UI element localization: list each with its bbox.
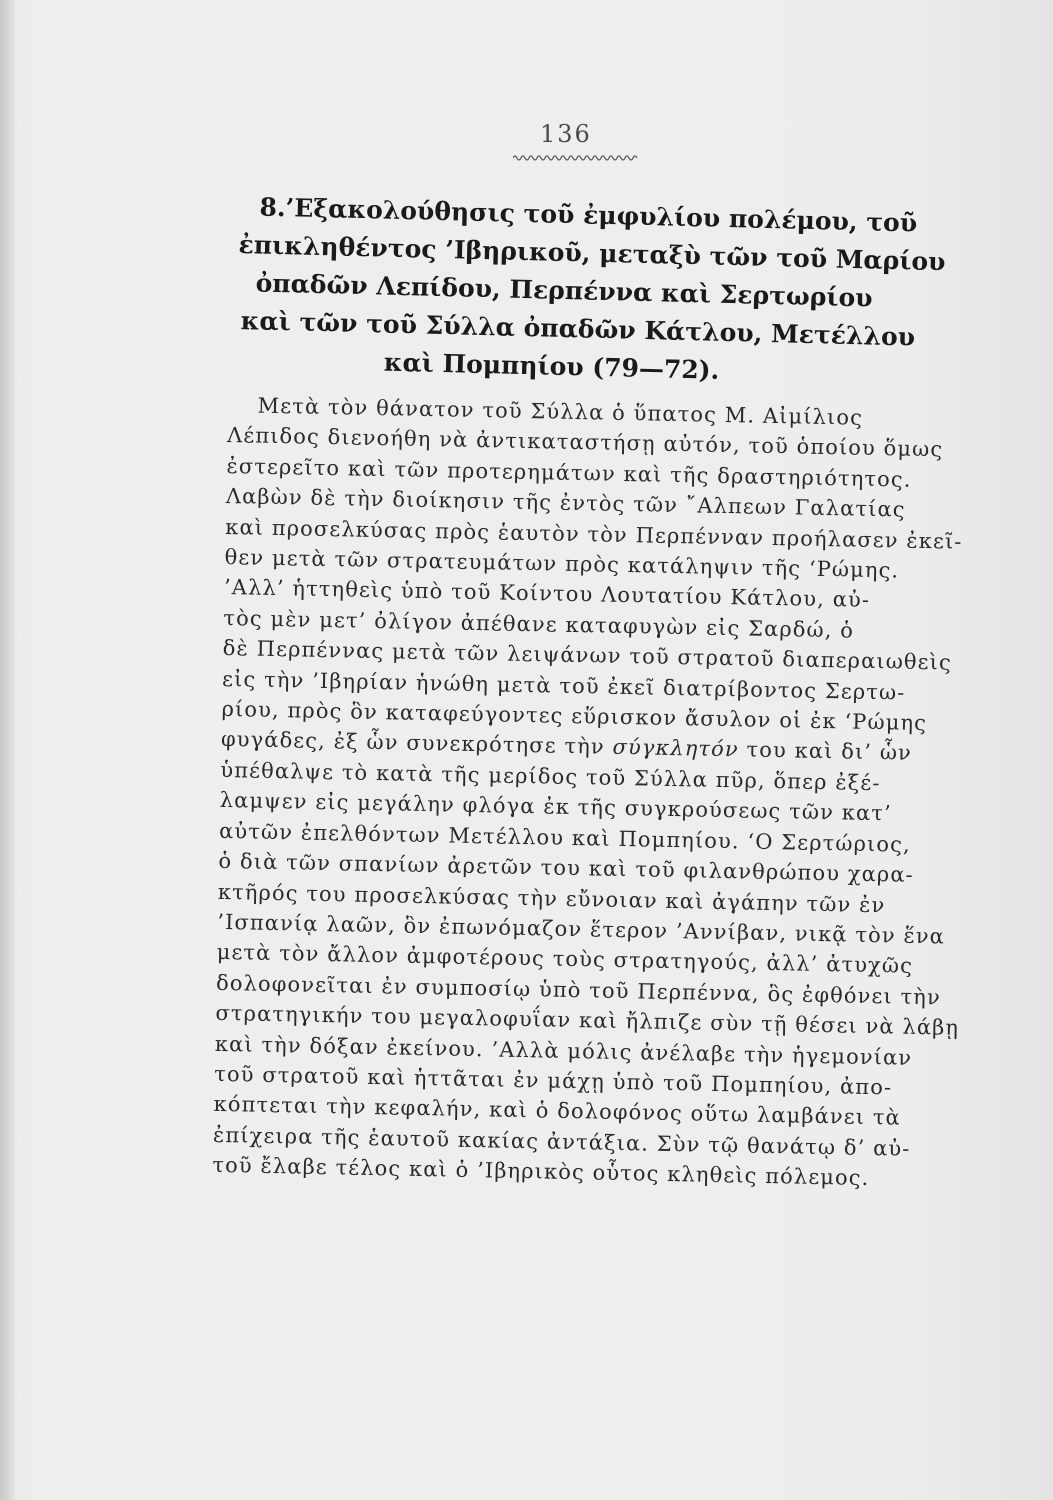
heading-line: καὶ τῶν τοῦ Σύλλα ὀπαδῶν Κάτλου, Μετέλλου — [240, 306, 916, 352]
text-line: θεν μετὰ τῶν στρατευμάτων πρὸς κατάληψιν τῆς ‘Ρώμης. — [224, 545, 900, 583]
text-line: δολοφονεῖται ἐν συμποσίῳ ὑπὸ τοῦ Περπέννα, ὃς ἐφθόνει τὴν — [215, 970, 942, 1010]
text-line: Μετὰ τὸν θάνατον τοῦ Σύλλα ὁ ὕπατος Μ. Αἰμίλιος — [257, 393, 864, 430]
text-line: καὶ προσελκύσας πρὸς ἑαυτὸν τὸν Περπένναν προήλασεν ἐκεῖ- — [225, 514, 963, 554]
text-line: τὸς μὲν μετ’ ὀλίγον ἀπέθανε καταφυγὼν εἰς Σαρδώ, ὁ — [223, 605, 855, 643]
text-line: ’Ισπανίᾳ λαῶν, ὃν ἐπωνόμαζον ἕτερον ’Αννίβαν, νικᾷ τὸν ἕνα — [217, 909, 946, 949]
text-line: τοῦ ἔλαβε τέλος καὶ ὁ ’Ιβηρικὸς οὗτος κληθεὶς πόλεμος. — [212, 1153, 870, 1191]
text-line: λαμψεν εἰς μεγάλην φλόγα ἐκ τῆς συγκρούσεως τῶν κατ’ — [219, 788, 893, 826]
page-edge-shadow — [0, 0, 14, 1500]
wavy-rule-ornament — [513, 152, 638, 162]
text-line: ὑπέθαλψε τὸ κατὰ τῆς μερίδος τοῦ Σύλλα πῦρ, ὅπερ ἐξέ- — [220, 757, 881, 796]
text-line: ’Αλλ’ ἡττηθεὶς ὑπὸ τοῦ Κοίντου Λουτατίου Κάτλου, αὐ- — [223, 575, 871, 613]
text-line: κτῆρός του προσελκύσας τὴν εὔνοιαν καὶ ἀγάπην τῶν ἐν — [217, 879, 886, 917]
text-line: ἐστερεῖτο καὶ τῶν προτερημάτων καὶ τῆς δραστηριότητος. — [226, 453, 912, 492]
heading-line: καὶ Πομπηίου (79—72). — [383, 347, 720, 385]
text-line: δὲ Περπέννας μετὰ τῶν λειψάνων τοῦ στρατοῦ διαπεραιωθεὶς — [222, 636, 953, 675]
italic-word: σύγκλητόν — [612, 735, 739, 762]
heading-line: ὀπαδῶν Λεπίδου, Περπέννα καὶ Σερτωρίου — [255, 268, 873, 313]
body-paragraph — [212, 390, 963, 1194]
heading-line: 8.’Εξακολούθησις τοῦ ἐμφυλίου πολέμου, τοῦ — [259, 192, 918, 238]
text-segment: φυγάδες, ἐξ ὧν συνεκρότησε τὴν — [220, 727, 605, 760]
text-segment: του καὶ δι’ ὧν — [746, 737, 913, 766]
text-line: μετὰ τὸν ἄλλον ἀμφοτέρους τοὺς στρατηγούς, ἀλλ’ ἀτυχῶς — [216, 940, 914, 979]
text-line: Λέπιδος διενοήθη νὰ ἀντικαταστήσῃ αὐτόν, τοῦ ὁποίου ὅμως — [226, 423, 944, 462]
section-heading — [233, 188, 946, 395]
page-number: 136 — [540, 120, 592, 148]
text-line: αὐτῶν ἐπελθόντων Μετέλλου καὶ Πομπηίου. ‘Ο Σερτώριος, — [218, 818, 912, 857]
text-line: ἐπίχειρα τῆς ἑαυτοῦ κακίας ἀντάξια. Σὺν τῷ θανάτῳ δ’ αὐ- — [212, 1122, 911, 1161]
text-line: εἰς τὴν ’Ιβηρίαν ἡνώθη μετὰ τοῦ ἐκεῖ διατρίβοντος Σερτω- — [221, 666, 906, 705]
text-line: κόπτεται τὴν κεφαλήν, καὶ ὁ δολοφόνος οὕτω λαμβάνει τὰ — [213, 1092, 902, 1130]
text-line: καὶ τὴν δόξαν ἐκείνου. ’Αλλὰ μόλις ἀνέλαβε τὴν ἡγεμονίαν — [214, 1031, 913, 1070]
text-line: στρατηγικήν του μεγαλοφυΐαν καὶ ἤλπιζε σὺν τῇ θέσει νὰ λάβῃ — [215, 1001, 960, 1040]
heading-line: ἐπικληθέντος ’Ιβηρικοῦ, μεταξὺ τῶν τοῦ Μαρίου — [238, 230, 946, 277]
text-line: Λαβὼν δὲ τὴν διοίκησιν τῆς ἐντὸς τῶν ῎Αλπεων Γαλατίας — [225, 484, 906, 522]
text-line: ὁ διὰ τῶν σπανίων ἀρετῶν του καὶ τοῦ φιλανθρώπου χαρα- — [218, 849, 915, 887]
text-line: τοῦ στρατοῦ καὶ ἡττᾶται ἐν μάχῃ ὑπὸ τοῦ Πομπηίου, ἀπο- — [214, 1061, 893, 1100]
text-line: ρίου, πρὸς ὃν καταφεύγοντες εὕρισκον ἄσυλον οἱ ἐκ ‘Ρώμης — [221, 697, 928, 736]
